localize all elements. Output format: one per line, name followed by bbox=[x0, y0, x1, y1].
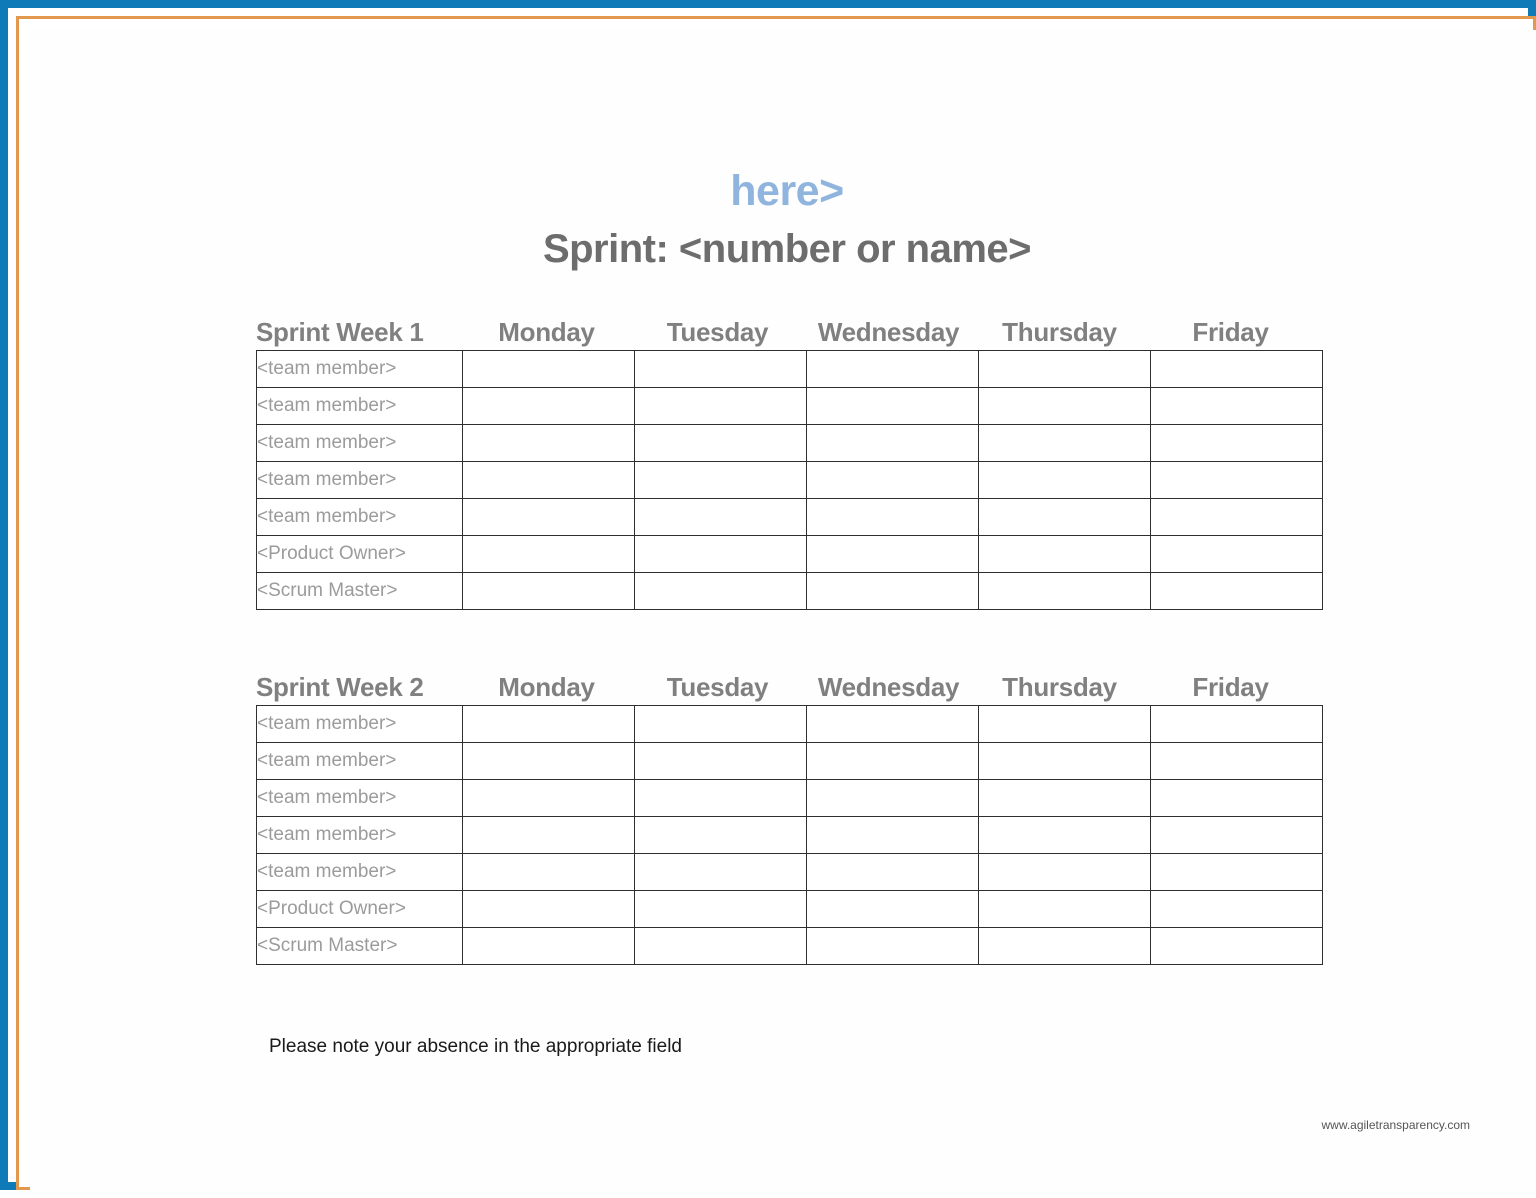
table-row bbox=[257, 425, 1323, 462]
row-label: <team member> bbox=[257, 499, 463, 536]
entry-cell-friday[interactable] bbox=[1151, 743, 1323, 780]
table-row bbox=[257, 462, 1323, 499]
entry-cell-wednesday[interactable] bbox=[807, 573, 979, 610]
entry-cell-thursday[interactable] bbox=[979, 928, 1151, 965]
entry-cell-tuesday[interactable] bbox=[635, 706, 807, 743]
table-row bbox=[257, 780, 1323, 817]
entry-cell-friday[interactable] bbox=[1151, 891, 1323, 928]
entry-cell-thursday[interactable] bbox=[979, 780, 1151, 817]
entry-cell-tuesday[interactable] bbox=[635, 351, 807, 388]
title-block bbox=[30, 167, 1536, 271]
entry-cell-monday[interactable] bbox=[463, 499, 635, 536]
schedule-section-week-2 bbox=[256, 674, 1316, 965]
row-label: <team member> bbox=[257, 462, 463, 499]
entry-cell-monday[interactable] bbox=[463, 891, 635, 928]
entry-cell-thursday[interactable] bbox=[979, 351, 1151, 388]
entry-cell-thursday[interactable] bbox=[979, 706, 1151, 743]
row-label: <team member> bbox=[257, 817, 463, 854]
entry-cell-tuesday[interactable] bbox=[635, 928, 807, 965]
entry-cell-tuesday[interactable] bbox=[635, 499, 807, 536]
page-title: here> bbox=[730, 167, 844, 215]
entry-cell-friday[interactable] bbox=[1151, 817, 1323, 854]
entry-cell-monday[interactable] bbox=[463, 425, 635, 462]
page-inner-rule bbox=[16, 16, 1536, 1190]
entry-cell-tuesday[interactable] bbox=[635, 425, 807, 462]
row-label: <team member> bbox=[257, 351, 463, 388]
table-row bbox=[257, 817, 1323, 854]
column-header-thursday: Thursday bbox=[1002, 672, 1117, 702]
entry-cell-thursday[interactable] bbox=[979, 462, 1151, 499]
entry-cell-tuesday[interactable] bbox=[635, 573, 807, 610]
entry-cell-wednesday[interactable] bbox=[807, 388, 979, 425]
column-header-row bbox=[256, 674, 1316, 701]
entry-cell-wednesday[interactable] bbox=[807, 351, 979, 388]
row-label: <Product Owner> bbox=[257, 536, 463, 573]
page-subtitle: Sprint: <number or name> bbox=[542, 227, 1032, 271]
column-header-row bbox=[256, 319, 1316, 346]
entry-cell-tuesday[interactable] bbox=[635, 817, 807, 854]
entry-cell-thursday[interactable] bbox=[979, 743, 1151, 780]
entry-cell-thursday[interactable] bbox=[979, 573, 1151, 610]
entry-cell-monday[interactable] bbox=[463, 536, 635, 573]
table-row bbox=[257, 854, 1323, 891]
entry-cell-wednesday[interactable] bbox=[807, 425, 979, 462]
row-label: <Scrum Master> bbox=[257, 928, 463, 965]
entry-cell-thursday[interactable] bbox=[979, 425, 1151, 462]
entry-cell-monday[interactable] bbox=[463, 388, 635, 425]
entry-cell-tuesday[interactable] bbox=[635, 388, 807, 425]
row-label: <team member> bbox=[257, 743, 463, 780]
entry-cell-thursday[interactable] bbox=[979, 817, 1151, 854]
entry-cell-wednesday[interactable] bbox=[807, 536, 979, 573]
entry-cell-monday[interactable] bbox=[463, 817, 635, 854]
entry-cell-monday[interactable] bbox=[463, 854, 635, 891]
entry-cell-friday[interactable] bbox=[1151, 462, 1323, 499]
entry-cell-tuesday[interactable] bbox=[635, 891, 807, 928]
entry-cell-tuesday[interactable] bbox=[635, 854, 807, 891]
row-label: <Product Owner> bbox=[257, 891, 463, 928]
row-label: <team member> bbox=[257, 388, 463, 425]
column-header-tuesday: Tuesday bbox=[666, 317, 769, 347]
column-header-monday: Monday bbox=[498, 317, 595, 347]
entry-cell-wednesday[interactable] bbox=[807, 706, 979, 743]
schedule-table-week-2 bbox=[256, 705, 1323, 965]
entry-cell-monday[interactable] bbox=[463, 706, 635, 743]
column-header-wednesday: Wednesday bbox=[817, 317, 960, 347]
table-row bbox=[257, 536, 1323, 573]
entry-cell-friday[interactable] bbox=[1151, 854, 1323, 891]
entry-cell-friday[interactable] bbox=[1151, 706, 1323, 743]
table-row bbox=[257, 891, 1323, 928]
entry-cell-tuesday[interactable] bbox=[635, 462, 807, 499]
entry-cell-friday[interactable] bbox=[1151, 928, 1323, 965]
section-title-week-1: Sprint Week 1 bbox=[256, 317, 424, 347]
entry-cell-tuesday[interactable] bbox=[635, 780, 807, 817]
entry-cell-wednesday[interactable] bbox=[807, 780, 979, 817]
entry-cell-friday[interactable] bbox=[1151, 499, 1323, 536]
table-row bbox=[257, 573, 1323, 610]
entry-cell-wednesday[interactable] bbox=[807, 743, 979, 780]
table-row bbox=[257, 706, 1323, 743]
entry-cell-wednesday[interactable] bbox=[807, 891, 979, 928]
column-header-friday: Friday bbox=[1192, 672, 1269, 702]
table-row bbox=[257, 928, 1323, 965]
entry-cell-friday[interactable] bbox=[1151, 425, 1323, 462]
absence-note: Please note your absence in the appropriate field bbox=[269, 1036, 682, 1057]
footer-url: www.agiletransparency.com bbox=[1321, 1118, 1470, 1132]
table-row bbox=[257, 743, 1323, 780]
table-row bbox=[257, 351, 1323, 388]
column-header-wednesday: Wednesday bbox=[817, 672, 960, 702]
entry-cell-wednesday[interactable] bbox=[807, 928, 979, 965]
entry-cell-thursday[interactable] bbox=[979, 499, 1151, 536]
entry-cell-wednesday[interactable] bbox=[807, 854, 979, 891]
entry-cell-friday[interactable] bbox=[1151, 780, 1323, 817]
column-header-friday: Friday bbox=[1192, 317, 1269, 347]
entry-cell-tuesday[interactable] bbox=[635, 743, 807, 780]
table-row bbox=[257, 499, 1323, 536]
entry-cell-monday[interactable] bbox=[463, 928, 635, 965]
entry-cell-friday[interactable] bbox=[1151, 388, 1323, 425]
column-header-thursday: Thursday bbox=[1002, 317, 1117, 347]
entry-cell-friday[interactable] bbox=[1151, 351, 1323, 388]
schedule-section-week-1 bbox=[256, 319, 1316, 610]
section-title-week-2: Sprint Week 2 bbox=[256, 672, 424, 702]
column-header-tuesday: Tuesday bbox=[666, 672, 769, 702]
entry-cell-monday[interactable] bbox=[463, 351, 635, 388]
column-header-monday: Monday bbox=[498, 672, 595, 702]
entry-cell-tuesday[interactable] bbox=[635, 536, 807, 573]
document-sheet bbox=[30, 30, 1536, 1198]
schedule-table-week-1 bbox=[256, 350, 1323, 610]
entry-cell-thursday[interactable] bbox=[979, 854, 1151, 891]
row-label: <team member> bbox=[257, 425, 463, 462]
entry-cell-thursday[interactable] bbox=[979, 536, 1151, 573]
entry-cell-wednesday[interactable] bbox=[807, 462, 979, 499]
entry-cell-friday[interactable] bbox=[1151, 573, 1323, 610]
row-label: <team member> bbox=[257, 706, 463, 743]
entry-cell-thursday[interactable] bbox=[979, 891, 1151, 928]
entry-cell-friday[interactable] bbox=[1151, 536, 1323, 573]
entry-cell-wednesday[interactable] bbox=[807, 817, 979, 854]
entry-cell-monday[interactable] bbox=[463, 743, 635, 780]
entry-cell-monday[interactable] bbox=[463, 573, 635, 610]
row-label: <team member> bbox=[257, 780, 463, 817]
entry-cell-monday[interactable] bbox=[463, 462, 635, 499]
row-label: <Scrum Master> bbox=[257, 573, 463, 610]
row-label: <team member> bbox=[257, 854, 463, 891]
entry-cell-thursday[interactable] bbox=[979, 388, 1151, 425]
table-row bbox=[257, 388, 1323, 425]
entry-cell-wednesday[interactable] bbox=[807, 499, 979, 536]
entry-cell-monday[interactable] bbox=[463, 780, 635, 817]
